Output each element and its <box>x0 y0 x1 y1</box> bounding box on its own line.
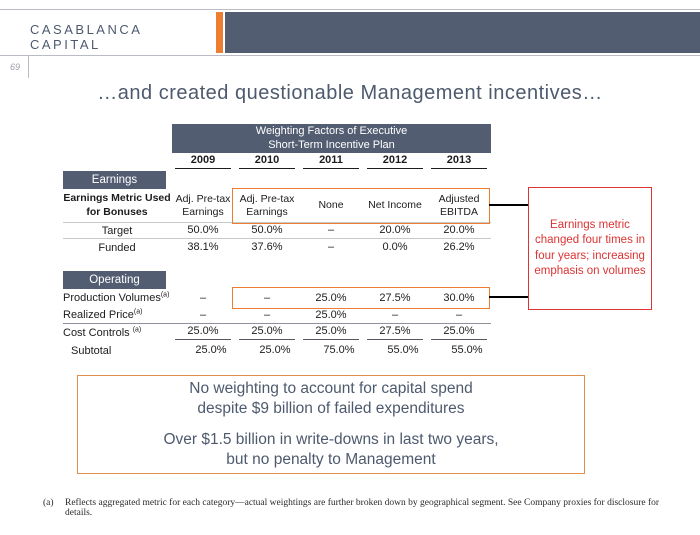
summary-box <box>77 375 585 474</box>
connector-line-bottom <box>489 296 528 298</box>
metric-2010: Adj. Pre-tax Earnings <box>239 193 295 218</box>
metric-2011: None <box>318 199 344 212</box>
subtotal-row: Subtotal 25.0% 25.0% 75.0% 55.0% 55.0% <box>63 341 491 360</box>
page-number-divider <box>28 55 29 78</box>
cost-controls-row: Cost Controls $^{(a)}$ 25.0% 25.0% 25.0% 27.5% 25.0% <box>63 324 491 341</box>
metric-row-label: Earnings Metric Used for Bonuses <box>63 192 171 218</box>
brand-name: CASABLANCA CAPITAL <box>30 22 142 52</box>
page-number: 69 <box>10 62 21 72</box>
earnings-section-header: Earnings <box>63 171 166 189</box>
earnings-metric-callout: Earnings metric changed four times in four years; increasing emphasis on volumes <box>528 187 652 310</box>
metric-2012: Net Income <box>368 199 422 212</box>
year-2009: 2009 <box>171 154 235 169</box>
subtotal-label: Subtotal <box>71 344 112 357</box>
cost-controls-label: Cost Controls $^{(a)}$ <box>63 325 142 339</box>
metric-2013: Adjusted EBITDA <box>438 193 480 218</box>
realized-price-label: Realized Price$^{(a)}$ <box>63 308 143 321</box>
production-volumes-row: Production Volumes$^{(a)}$ – – 25.0% 27.5% 30.0% <box>63 291 475 304</box>
summary-line1: No weighting to account for capital spend <box>189 379 473 397</box>
production-highlight-box <box>232 287 490 309</box>
earnings-section-row <box>63 170 491 189</box>
table-header-line1: Weighting Factors of Executive <box>255 124 408 137</box>
footnote-marker: (a) <box>43 498 54 508</box>
header-bar <box>225 12 700 53</box>
metric-2009: Adj. Pre-tax Earnings <box>175 193 231 218</box>
header-bottom-hairline <box>0 55 700 56</box>
production-volumes-label: Production Volumes$^{(a)}$ <box>63 291 170 304</box>
operating-section-header: Operating <box>63 271 166 289</box>
footnote-text: Reflects aggregated metric for each category—actual weightings are further broken down by geographical segment. See Company proxies for disclosure for details. <box>65 498 660 518</box>
header-accent-stripe <box>216 12 223 53</box>
target-row-label: Target <box>101 224 133 237</box>
realized-price-row: Realized Price$^{(a)}$ – – 25.0% – – <box>63 307 491 324</box>
funded-row: Funded 38.1% 37.6% – 0.0% 26.2% <box>63 239 491 256</box>
connector-line-top <box>489 204 528 206</box>
table-header-line2: Short-Term Incentive Plan <box>268 138 395 151</box>
table-header-box <box>172 124 491 153</box>
summary-line4: but no penalty to Management <box>226 450 436 468</box>
slide-title: …and created questionable Management incentives… <box>97 82 603 104</box>
year-header-row <box>63 153 491 170</box>
year-2011: 2011 <box>299 154 363 169</box>
top-hairline <box>0 9 700 10</box>
summary-line3: Over $1.5 billion in write-downs in last two years, <box>163 430 499 448</box>
funded-row-label: Funded <box>98 241 136 254</box>
year-2010: 2010 <box>235 154 299 169</box>
metric-highlight-box <box>232 188 490 224</box>
footnote <box>43 498 673 518</box>
year-2012: 2012 <box>363 154 427 169</box>
year-2013: 2013 <box>427 154 491 169</box>
target-row: Target 50.0% 50.0% – 20.0% 20.0% <box>63 223 491 239</box>
incentive-table <box>63 124 491 360</box>
summary-line2: despite $9 billion of failed expenditures <box>197 400 465 418</box>
